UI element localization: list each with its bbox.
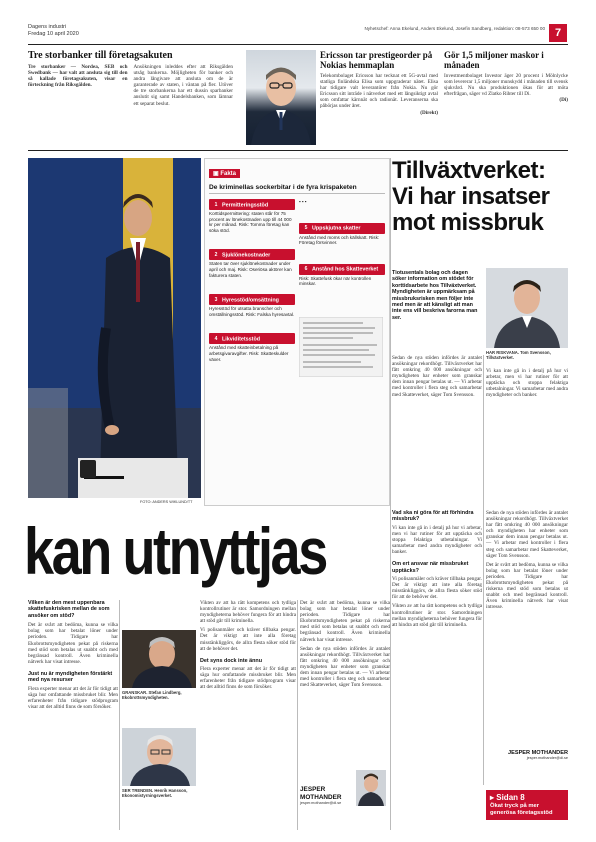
column-rule-2 xyxy=(297,600,298,830)
fakta-box xyxy=(204,158,390,506)
fakta-item-2-text: Staten tar över sjuklönekostnader under april och maj. Risk: Oseriösa aktörer kan fakturera staten. xyxy=(209,261,292,278)
feature-photo-caption: HAR RISKVANA. Tom Svensson, Tillväxtverket. xyxy=(486,350,551,360)
fakta-item-4-text: Anstånd med skatteinbetalning på arbetsgivaravgifter. Risk: Skatteskulder växer. xyxy=(209,345,289,362)
byline-email: jesper.mothander@di.se xyxy=(300,801,342,805)
fakta-item-5-head: 5 Uppskjutna skatter xyxy=(299,223,385,234)
brief-3-headline: Gör 1,5 miljoner maskor i månaden xyxy=(444,50,544,70)
masthead-date: Fredag 10 april 2020 xyxy=(28,31,79,37)
feature-body-left: Sedan de nya stöden infördes är antalet ansökningar rekordhögt. Tillväxtverket har fått omkring 40 000 ansökningar och myndigheten har enheter som granskar dem innan pengar betalas ut. — Vi arbetar med kontroller i flera steg och samarbetar med Skatteverket, säger Tom Svensson. xyxy=(392,355,482,398)
brief-2 xyxy=(320,50,438,116)
mid-story xyxy=(200,600,296,691)
mid-story-body2: Flera experter menar att det är för tidigt att säga hur omfattande missbruket blir. Men erfarenheter från tidigare stödprogram visar att det alltid finns de som försöker. xyxy=(200,666,296,691)
fakta-item-1-text: Korttidspermittering: staten står för 75 procent av lönekostnaden upp till 44 000 kr per månad. Risk: Tomma företag kan söka stöd. xyxy=(209,211,292,233)
left-story-ingress: Vilken är den mest uppenbara skattefuskrisken mellan de som ansöker om stöd? xyxy=(28,600,110,619)
left-photo-bottom xyxy=(122,728,196,786)
right-story-subhead: Om ert ansvar när missbruket upptäcks? xyxy=(392,561,469,574)
right-byline-email: jesper.mothander@di.se xyxy=(526,756,568,760)
mid-story-2 xyxy=(300,600,390,688)
mid-story-body: Vikten av att ha rätt kompetens och tydliga kontrollrutiner är stor. Samordningen mellan myndigheterna behöver fungera för att hindra att stöd går till kriminella. xyxy=(200,600,296,625)
fakta-column-left xyxy=(209,197,295,382)
teaser-box[interactable] xyxy=(486,790,568,820)
fakta-column-right xyxy=(299,197,385,382)
mid-story-2-body-b: Sedan de nya stöden infördes är antalet ansökningar rekordhögt. Tillväxtverket har fått omkring 40 000 ansökningar och myndigheten har enheter som granskar dem innan pengar betalas ut. — Vi arbetar med kontroller i flera steg och samarbetar med Skatteverket, säger Tom Svensson. xyxy=(300,645,390,689)
brief-1-lede: Tre storbanker — Nordea, SEB och Swedbank — har valt att ansluta sig till den så kallade företagsakuten, visar en förteckning från Riksgälden. xyxy=(28,64,128,89)
feature-headline: Tillväxtverket: Vi har insatser mot missbruk xyxy=(392,157,550,236)
masthead-bylines: Nyhetschef: Anna Ekelund, Anders Ekelund, Josefin Sandberg, redaktion: 08-573 650 00 xyxy=(364,26,545,31)
right-story-2-body: Sedan de nya stöden infördes är antalet ansökningar rekordhögt. Tillväxtverket har fått omkring 40 000 ansökningar och myndigheten har enheter som granskar dem innan pengar betalas ut. — Vi arbetar med kontroller i flera steg och samarbetar med Skatteverket, säger Tom Svensson. xyxy=(486,510,568,559)
masthead-rule xyxy=(28,44,568,45)
byline-name: JESPER MOTHANDER xyxy=(300,786,342,801)
left-photo-top-caption: GRANSKAR. Stefan Lindberg, Ekobrottsmyndigheten. xyxy=(122,690,182,700)
fakta-item-3-head: 3 Hyresstöd/omsättning xyxy=(209,294,295,305)
fakta-item-6-head: 6 Anstånd hos Skatteverket xyxy=(299,264,385,275)
teaser-label: ▸ Sidan 8 xyxy=(490,793,525,802)
fakta-item-6-text: Risk: Skattefusk ökar när kontrollen minskar. xyxy=(299,275,372,287)
masthead-paper: Dagens industri xyxy=(28,24,67,30)
left-photo-top xyxy=(122,630,196,688)
fakta-item-4-head: 4 Likviditetsstöd xyxy=(209,333,295,344)
mid-story-2-body: Det är svårt att bedöma, kunna se vilka bolag som har betalat löner under perioden. Tidigare har Ekobrottsmyndigheten pekat på riskerna med stöd som betalas ut snabbt och med begränsad kontroll. Även kriminella nätverk har visat intresse. xyxy=(300,600,390,643)
left-story-body-cont: Flera experter menar att det är för tidigt att säga hur omfattande missbruket blir. Men erfarenheter från tidigare stödprogram visar att det alltid finns de som försöker. xyxy=(28,685,118,710)
fakta-item-3-text: Hyresstöd för utsatta branscher och omställningsstöd. Risk: Falska hyresavtal. xyxy=(209,306,295,317)
teaser-arrow-icon: ▸ xyxy=(490,793,497,802)
mid-story-body-b: Vi polisanmäler och kräver tillbaka pengar. Det är viktigt att inte alla företag misstänkliggörs, de allra flesta söker stöd för att de behöver det. xyxy=(200,627,296,652)
right-story-question: Vad ska ni göra för att förhindra missbruk? xyxy=(392,510,474,523)
feature-ingress: Tiotusentals bolag och dagen söker information om stödet för korttidsarbete hos Tillväxtverket. Myndigheten är uppmärksam på missbruksrisken men följer inte med men är att känsligt att man inte ens vill beskriva farorna man ser. xyxy=(392,270,478,321)
right-story-body3: Vikten av att ha rätt kompetens och tydliga kontrollrutiner är stor. Samordningen mellan myndigheterna behöver fungera för att hindra att stöd går till kriminella. xyxy=(392,603,482,628)
brief-3-body: Investmentbolaget Investor äger 20 procent i Mölnlycke som levererar 1,5 miljoner munskydd i månaden till svensk sjukvård. Nu ska produktionen ökas för att möta efterfrågan, säger vd Zlatko Rihter till Di. xyxy=(444,73,568,98)
right-story-body2: Vi polisanmäler och kräver tillbaka pengar. Det är viktigt att inte alla företag misstänkliggörs, de allra flesta söker stöd för att de behöver det. xyxy=(392,576,482,601)
column-rule-1 xyxy=(119,600,120,830)
fakta-item-2-head: 2 Sjuklönekostnader xyxy=(209,249,295,260)
byline xyxy=(300,770,390,806)
brief-2-body: Telekombolaget Ericsson har tecknat ett 5G-avtal med statliga finländska Elisa som uppgraderar nätet. Elisa har tidigare valt leverantörer från Nokia. Nu gör Ericsson sitt inträde i nätverket med ett långsiktigt avtal som omfattar kärnnät och radionät. Leveranserna ska påbörjas under året. xyxy=(320,73,438,110)
right-story-body: Vi kan inte gå in i detalj på hur vi arbetar, men vi har rutiner för att upptäcka och stoppa felaktiga utbetalningar. Vi samarbetar med andra myndigheter och banker. xyxy=(392,524,482,556)
main-photo xyxy=(28,158,201,498)
fakta-item-5-text: Anstånd med moms och källskatt. Risk: Företag försvinner. xyxy=(299,234,380,246)
right-story-2 xyxy=(486,510,568,611)
brief-1-headline: Tre storbanker till företagsakuten xyxy=(28,50,173,61)
teaser-text: Ökat tryck på mer generösa företagsstöd xyxy=(490,803,553,816)
fakta-document-image xyxy=(299,317,383,377)
brief-1 xyxy=(28,50,233,107)
brief-2-headline: Ericsson tar prestigeorder på Nokias hemmaplan xyxy=(320,50,433,70)
feature-body-right: Vi kan inte gå in i detalj på hur vi arbetar, men vi har rutiner för att upptäcka och stoppa felaktiga utbetalningar. Vi samarbetar med andra myndigheter och banker. xyxy=(486,368,568,399)
fakta-item-1-head: 1 Permitteringsstöd xyxy=(209,199,295,210)
ericsson-ceo-photo xyxy=(246,50,316,145)
page-number: 7 xyxy=(549,24,567,42)
fakta-item-4-cont: ▪ ▪ ▪ xyxy=(299,199,307,204)
byline-photo xyxy=(356,770,386,806)
briefs-rule xyxy=(28,150,568,151)
fakta-tag xyxy=(209,169,240,178)
fakta-tag-label: Fakta xyxy=(220,171,237,177)
brief-2-credit: (Direkt) xyxy=(420,109,438,116)
mid-story-subhead: Det syns dock inte ännu xyxy=(200,657,263,664)
right-story xyxy=(392,510,482,628)
left-story-body: Det är svårt att bedöma, kunna se vilka bolag som har betalat löner under perioden. Tidigare har Ekobrottsmyndigheten pekat på riskerna med stöd som betalas ut snabbt och med begränsad kontroll. Även kriminella nätverk har visat intresse. xyxy=(28,622,118,665)
right-story-2-body-b: Det är svårt att bedöma, kunna se vilka bolag som har betalat löner under perioden. Tidigare har Ekobrottsmyndigheten pekat på riskerna med stöd som betalas ut snabbt och med begränsad kontroll. Även kriminella nätverk har visat intresse. xyxy=(486,561,568,611)
left-story-subhead: Just nu är myndigheten förstärkt med nya resurser xyxy=(28,670,113,684)
feature-person-photo xyxy=(486,268,568,348)
right-byline xyxy=(486,750,568,761)
fakta-icon: ▣ xyxy=(213,171,221,177)
left-story xyxy=(28,600,118,710)
right-byline-name: JESPER MOTHANDER xyxy=(508,750,568,756)
column-rule-4 xyxy=(483,355,484,785)
brief-3-credit: (Di) xyxy=(559,97,568,104)
brief-1-body: Ansökningen inleddes efter att Riksgälden utsåg bankerna. Möjligheten för banker och andra långivare att ansluta om de är garanterade av staten, i väntan på fler. Utöver de tre storbankerna har ett dussin sparbanker anslutit sig samt Handelsbanken, som lämnar ett separat beslut. xyxy=(133,64,233,107)
column-rule-3 xyxy=(390,158,391,830)
brief-3 xyxy=(444,50,568,103)
main-photo-credit: FOTO: ANDERS WIKLUND/TT xyxy=(140,500,193,504)
left-photo-bottom-caption: SER TRENDEN. Henrik Hansson, Ekonomistyrningsverket. xyxy=(122,788,188,798)
banner-headline: kan utnyttjas xyxy=(24,514,326,588)
fakta-title: De kriminellas sockerbitar i de fyra krispaketen xyxy=(209,184,385,194)
